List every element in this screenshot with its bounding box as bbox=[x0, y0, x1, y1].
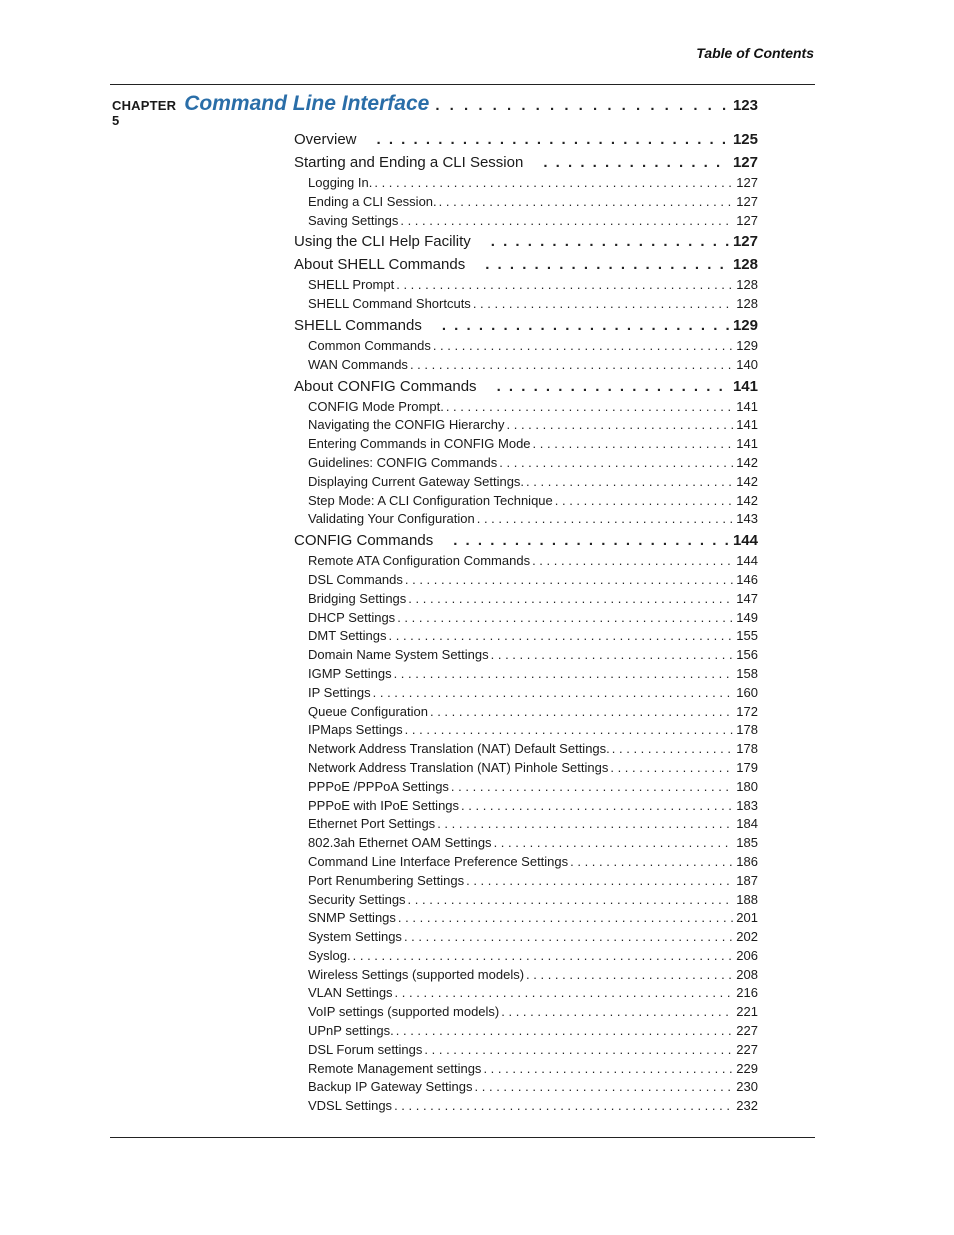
toc-section-entry[interactable] bbox=[294, 529, 758, 552]
toc-entry-title: Bridging Settings bbox=[308, 590, 407, 606]
toc-entry-page-number: 180 bbox=[736, 778, 758, 794]
dot-leader bbox=[491, 646, 734, 665]
dot-leader bbox=[400, 212, 733, 231]
dot-leader bbox=[532, 552, 733, 571]
dot-leader bbox=[373, 684, 734, 703]
toc-entry-page-number: 156 bbox=[736, 647, 758, 663]
toc-subsection-entry[interactable] bbox=[294, 928, 758, 947]
toc-section-entry[interactable] bbox=[294, 230, 758, 253]
toc-entry-title: IGMP Settings bbox=[308, 665, 392, 681]
dot-leader bbox=[405, 721, 734, 740]
toc-subsection-entry[interactable] bbox=[294, 212, 758, 231]
toc-subsection-entry[interactable] bbox=[294, 721, 758, 740]
dot-leader bbox=[397, 609, 733, 628]
dot-leader bbox=[433, 337, 733, 356]
toc-entry-page-number: 141 bbox=[732, 377, 758, 395]
toc-entry-title: Overview bbox=[294, 131, 357, 148]
toc-entry-page-number: 227 bbox=[736, 1041, 758, 1057]
toc-entry-page-number: 201 bbox=[736, 910, 758, 926]
toc-entry-title: Using the CLI Help Facility bbox=[294, 233, 471, 251]
toc-section-entry[interactable] bbox=[294, 253, 758, 276]
toc-entry-page-number: 188 bbox=[736, 891, 758, 907]
dot-leader bbox=[404, 928, 733, 947]
toc-entry-title: Wireless Settings (supported models) bbox=[308, 966, 525, 982]
toc-subsection-entry[interactable] bbox=[294, 473, 758, 492]
toc-entry-title: UPnP settings. bbox=[308, 1023, 394, 1039]
toc-entry-page-number: 202 bbox=[736, 929, 758, 945]
dot-leader bbox=[543, 151, 729, 174]
toc-subsection-entry[interactable] bbox=[294, 947, 758, 966]
dot-leader bbox=[483, 1060, 733, 1079]
toc-entry-title: DMT Settings bbox=[308, 628, 387, 644]
toc-entry-page-number: 127 bbox=[736, 212, 758, 228]
toc-subsection-entry[interactable] bbox=[294, 492, 758, 511]
toc-entry-title: System Settings bbox=[308, 929, 402, 945]
toc-entry-title: Security Settings bbox=[308, 891, 406, 907]
toc-entry-title: Remote ATA Configuration Commands bbox=[308, 553, 531, 569]
dot-leader bbox=[408, 891, 734, 910]
toc-subsection-entry[interactable] bbox=[294, 398, 758, 417]
dot-leader bbox=[485, 253, 729, 276]
toc-entry-page-number: 128 bbox=[736, 277, 758, 293]
toc-entry-page-number: 183 bbox=[736, 797, 758, 813]
toc-entry-title: Domain Name System Settings bbox=[308, 647, 489, 663]
dot-leader bbox=[491, 230, 729, 253]
dot-leader bbox=[446, 398, 733, 417]
toc-entry-title: IP Settings bbox=[308, 684, 371, 700]
toc-subsection-entry[interactable] bbox=[294, 665, 758, 684]
dot-leader bbox=[395, 984, 734, 1003]
dot-leader bbox=[408, 590, 733, 609]
toc-entry-page-number: 216 bbox=[736, 985, 758, 1001]
toc-entry-page-number: 127 bbox=[736, 175, 758, 190]
chapter-number-label: CHAPTER 5 bbox=[112, 98, 177, 128]
toc-entry-page-number: 143 bbox=[736, 511, 758, 527]
toc-entry-page-number: 128 bbox=[732, 256, 758, 274]
toc-entry-page-number: 172 bbox=[736, 703, 758, 719]
toc-entry-title: SHELL Prompt bbox=[308, 277, 395, 293]
toc-subsection-entry[interactable] bbox=[294, 966, 758, 985]
toc-entry-page-number: 186 bbox=[736, 853, 758, 869]
toc-entry-page-number: 142 bbox=[736, 473, 758, 489]
toc-entry-title: Step Mode: A CLI Configuration Technique bbox=[308, 492, 553, 508]
header-rule bbox=[110, 84, 815, 85]
toc-entry-page-number: 141 bbox=[736, 436, 758, 452]
toc-subsection-entry[interactable] bbox=[294, 193, 758, 212]
toc-entry-title: Backup IP Gateway Settings bbox=[308, 1079, 473, 1095]
dot-leader bbox=[570, 853, 733, 872]
toc-subsection-entry[interactable] bbox=[294, 435, 758, 454]
chapter-heading[interactable] bbox=[112, 92, 758, 128]
toc-entry-page-number: 178 bbox=[736, 741, 758, 757]
toc-entry-page-number: 178 bbox=[736, 722, 758, 738]
dot-leader bbox=[507, 416, 734, 435]
dot-leader bbox=[374, 174, 733, 193]
dot-leader bbox=[497, 375, 729, 398]
toc-entry-page-number: 160 bbox=[736, 684, 758, 700]
toc-subsection-entry[interactable] bbox=[294, 510, 758, 529]
dot-leader bbox=[442, 314, 729, 337]
toc-entry-page-number: 221 bbox=[736, 1004, 758, 1020]
toc-subsection-entry[interactable] bbox=[294, 454, 758, 473]
toc-entry-title: About CONFIG Commands bbox=[294, 377, 477, 395]
toc-entry-page-number: 140 bbox=[736, 356, 758, 372]
dot-leader bbox=[405, 571, 733, 590]
toc-entry-page-number: 129 bbox=[736, 337, 758, 353]
toc-entry-page-number: 179 bbox=[736, 759, 758, 775]
toc-entry-page-number: 229 bbox=[736, 1060, 758, 1076]
dot-leader bbox=[430, 703, 733, 722]
chapter-page-number: 123 bbox=[732, 97, 758, 114]
toc-subsection-entry[interactable] bbox=[294, 552, 758, 571]
toc-entry-title: VDSL Settings bbox=[308, 1098, 393, 1114]
toc-entry-page-number: 128 bbox=[736, 296, 758, 312]
toc-entry-title: Ending a CLI Session. bbox=[308, 193, 437, 209]
toc-entry-page-number: 185 bbox=[736, 835, 758, 851]
toc-subsection-entry[interactable] bbox=[294, 778, 758, 797]
toc-entry-page-number: 206 bbox=[736, 947, 758, 963]
dot-leader bbox=[555, 492, 734, 511]
toc-subsection-entry[interactable] bbox=[294, 759, 758, 778]
toc-entry-title: Guidelines: CONFIG Commands bbox=[308, 454, 498, 470]
toc-entry-title: Syslog. bbox=[308, 947, 351, 963]
dot-leader bbox=[475, 1078, 734, 1097]
chapter-title: Command Line Interface bbox=[184, 92, 430, 115]
dot-leader bbox=[499, 454, 733, 473]
toc-subsection-entry[interactable] bbox=[294, 1022, 758, 1041]
dot-leader bbox=[394, 1097, 733, 1116]
toc-subsection-entry[interactable] bbox=[294, 590, 758, 609]
toc-entry-title: Entering Commands in CONFIG Mode bbox=[308, 436, 531, 452]
toc-subsection-entry[interactable] bbox=[294, 834, 758, 853]
toc-entry-title: WAN Commands bbox=[308, 356, 408, 372]
dot-leader bbox=[396, 1022, 734, 1041]
dot-leader bbox=[396, 276, 733, 295]
toc-subsection-entry[interactable] bbox=[294, 609, 758, 628]
toc-subsection-entry[interactable] bbox=[294, 909, 758, 928]
dot-leader bbox=[466, 872, 733, 891]
toc-subsection-entry[interactable] bbox=[294, 276, 758, 295]
toc-entry-title: Saving Settings bbox=[308, 212, 399, 228]
toc-entry-title: Validating Your Configuration bbox=[308, 511, 475, 527]
toc-entry-title: Queue Configuration bbox=[308, 703, 428, 719]
toc-entry-page-number: 184 bbox=[736, 816, 758, 832]
toc-entry-title: CONFIG Commands bbox=[294, 532, 434, 550]
toc-entry-title: DSL Commands bbox=[308, 571, 403, 587]
dot-leader bbox=[437, 815, 733, 834]
dot-leader bbox=[526, 966, 733, 985]
dot-leader bbox=[473, 295, 733, 314]
toc-entry-title: Network Address Translation (NAT) Default Settings. bbox=[308, 741, 610, 757]
toc-entry-title: Displaying Current Gateway Settings. bbox=[308, 473, 525, 489]
dot-leader bbox=[439, 193, 734, 212]
toc-entry-page-number: 127 bbox=[736, 193, 758, 209]
toc-entry-title: DSL Forum settings bbox=[308, 1041, 423, 1057]
toc-entry-page-number: 230 bbox=[736, 1079, 758, 1095]
toc-entry-page-number: 147 bbox=[736, 590, 758, 606]
toc-subsection-entry[interactable] bbox=[294, 684, 758, 703]
footer-rule bbox=[110, 1137, 815, 1138]
toc-entry-page-number: 208 bbox=[736, 966, 758, 982]
toc-subsection-entry[interactable] bbox=[294, 337, 758, 356]
toc-entry-page-number: 144 bbox=[736, 553, 758, 569]
dot-leader bbox=[526, 473, 733, 492]
toc-entry-title: VLAN Settings bbox=[308, 985, 393, 1001]
dot-leader bbox=[424, 1041, 733, 1060]
toc-subsection-entry[interactable] bbox=[294, 1078, 758, 1097]
toc-entry-page-number: 142 bbox=[736, 492, 758, 508]
dot-leader bbox=[398, 909, 733, 928]
toc-entry-page-number: 149 bbox=[736, 609, 758, 625]
dot-leader bbox=[612, 740, 734, 759]
toc-entry-title: Starting and Ending a CLI Session bbox=[294, 154, 524, 171]
toc-entry-title: Remote Management settings bbox=[308, 1060, 482, 1076]
dot-leader bbox=[410, 356, 733, 375]
dot-leader bbox=[453, 529, 729, 552]
toc-entry-title: Navigating the CONFIG Hierarchy bbox=[308, 417, 505, 433]
toc-subsection-entry[interactable] bbox=[294, 797, 758, 816]
toc-subsection-entry[interactable] bbox=[294, 571, 758, 590]
toc-entry-title: Network Address Translation (NAT) Pinhole Settings bbox=[308, 759, 609, 775]
dot-leader bbox=[461, 797, 733, 816]
toc-subsection-entry[interactable] bbox=[294, 703, 758, 722]
dot-leader bbox=[533, 435, 734, 454]
toc-entry-list bbox=[294, 128, 758, 1116]
dot-leader bbox=[389, 627, 734, 646]
toc-entry-title: DHCP Settings bbox=[308, 609, 396, 625]
toc-subsection-entry[interactable] bbox=[294, 1060, 758, 1079]
toc-entry-page-number: 129 bbox=[732, 316, 758, 334]
toc-subsection-entry[interactable] bbox=[294, 1097, 758, 1116]
toc-subsection-entry[interactable] bbox=[294, 295, 758, 314]
dot-leader bbox=[501, 1003, 733, 1022]
toc-entry-page-number: 142 bbox=[736, 454, 758, 470]
toc-entry-title: PPPoE with IPoE Settings bbox=[308, 797, 460, 813]
toc-entry-title: PPPoE /PPPoA Settings bbox=[308, 778, 449, 794]
toc-entry-title: IPMaps Settings bbox=[308, 722, 403, 738]
toc-subsection-entry[interactable] bbox=[294, 174, 758, 193]
toc-entry-page-number: 127 bbox=[732, 154, 758, 171]
toc-entry-page-number: 227 bbox=[736, 1023, 758, 1039]
running-header-title: Table of Contents bbox=[696, 45, 814, 61]
toc-entry-title: About SHELL Commands bbox=[294, 256, 466, 274]
toc-entry-page-number: 127 bbox=[732, 233, 758, 251]
toc-entry-page-number: 146 bbox=[736, 571, 758, 587]
toc-entry-page-number: 144 bbox=[732, 532, 758, 550]
toc-subsection-entry[interactable] bbox=[294, 872, 758, 891]
toc-entry-page-number: 141 bbox=[736, 398, 758, 414]
toc-subsection-entry[interactable] bbox=[294, 1003, 758, 1022]
dot-leader bbox=[394, 665, 734, 684]
toc-subsection-entry[interactable] bbox=[294, 1041, 758, 1060]
toc-entry-title: Ethernet Port Settings bbox=[308, 816, 436, 832]
toc-entry-title: Logging In. bbox=[308, 175, 373, 190]
toc-entry-title: 802.3ah Ethernet OAM Settings bbox=[308, 835, 492, 851]
toc-entry-title: SNMP Settings bbox=[308, 910, 396, 926]
toc-subsection-entry[interactable] bbox=[294, 984, 758, 1003]
toc-entry-title: Port Renumbering Settings bbox=[308, 872, 465, 888]
toc-section-entry[interactable] bbox=[294, 151, 758, 174]
dot-leader bbox=[494, 834, 734, 853]
dot-leader bbox=[435, 97, 733, 114]
toc-entry-page-number: 158 bbox=[736, 665, 758, 681]
toc-subsection-entry[interactable] bbox=[294, 356, 758, 375]
toc-subsection-entry[interactable] bbox=[294, 740, 758, 759]
dot-leader bbox=[610, 759, 733, 778]
toc-entry-title: CONFIG Mode Prompt. bbox=[308, 398, 444, 414]
toc-entry-title: Common Commands bbox=[308, 337, 431, 353]
dot-leader bbox=[451, 778, 733, 797]
toc-entry-title: SHELL Commands bbox=[294, 316, 422, 334]
toc-entry-page-number: 125 bbox=[732, 131, 758, 148]
dot-leader bbox=[377, 128, 729, 151]
dot-leader bbox=[353, 947, 734, 966]
toc-entry-title: Command Line Interface Preference Settings bbox=[308, 853, 569, 869]
toc-subsection-entry[interactable] bbox=[294, 627, 758, 646]
toc-subsection-entry[interactable] bbox=[294, 891, 758, 910]
toc-subsection-entry[interactable] bbox=[294, 646, 758, 665]
toc-subsection-entry[interactable] bbox=[294, 416, 758, 435]
dot-leader bbox=[477, 510, 734, 529]
toc-section-entry[interactable] bbox=[294, 128, 758, 151]
toc-subsection-entry[interactable] bbox=[294, 815, 758, 834]
toc-section-entry[interactable] bbox=[294, 375, 758, 398]
toc-entry-page-number: 187 bbox=[736, 872, 758, 888]
toc-entry-page-number: 155 bbox=[736, 628, 758, 644]
toc-entry-title: VoIP settings (supported models) bbox=[308, 1004, 500, 1020]
toc-section-entry[interactable] bbox=[294, 314, 758, 337]
toc-subsection-entry[interactable] bbox=[294, 853, 758, 872]
toc-entry-page-number: 232 bbox=[736, 1098, 758, 1114]
toc-entry-page-number: 141 bbox=[736, 417, 758, 433]
toc-entry-title: SHELL Command Shortcuts bbox=[308, 296, 471, 312]
